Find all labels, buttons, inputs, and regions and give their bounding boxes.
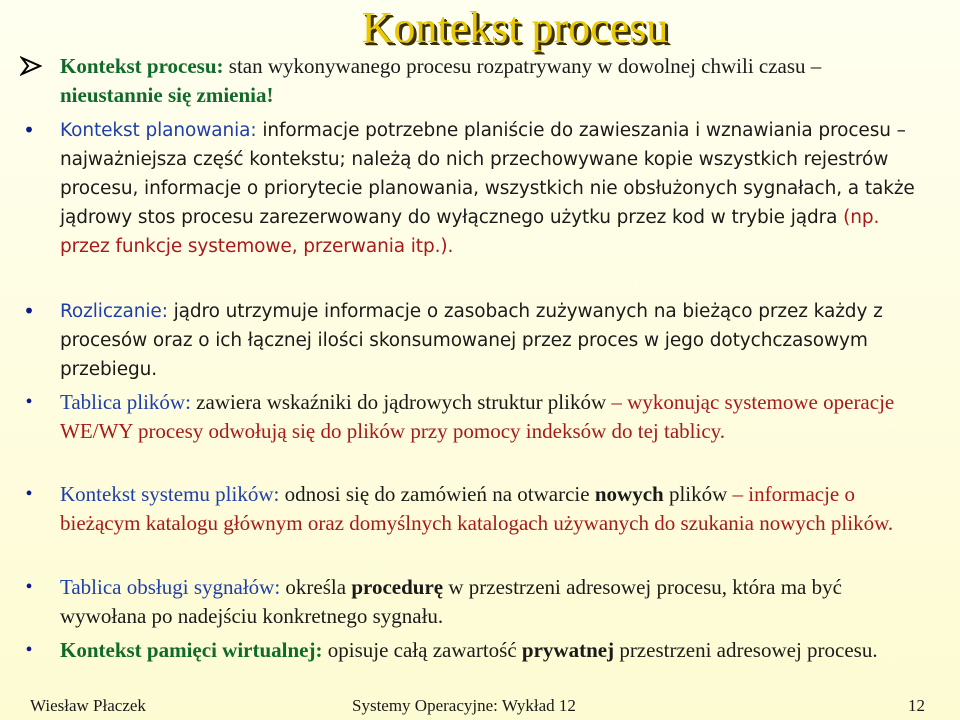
item-6-seg-2: prywatnej [521,638,615,662]
slide-title-text: Kontekst procesu [361,3,669,52]
bullet-item-scheduling [23,116,920,261]
item-4-seg-1: odnosi się do zamówień na otwarcie [279,482,595,506]
item-1-seg-2: (np. przez funkcje systemowe, przerwania itp.). [60,207,880,257]
bullet-dot-icon: • [25,639,33,661]
item-3-seg-0: Tablica plików: [60,390,191,414]
item-6-seg-1: opisuje całą zawartość [322,638,522,662]
item-1-seg-1: informacje potrzebne planiście do zawieszania i wznawiania procesu – najważniejsza część kontekstu; należą do nich przechowywane kopie wszystkich rejestrów procesu, informacje o priorytecie planowania, wszystkich nie obsłużonych sygnałach, a także jądrowy stos procesu zarezerwowany do wyłącznego użytku przez kod w trybie jądra [60,120,915,228]
item-4-seg-2: nowych [594,482,664,506]
item-2-seg-1: jądro utrzymuje informacje o zasobach zużywanych na bieżąco przez każdy z procesów oraz o ich łącznej ilości skonsumowanej przez proces w jego dotychczasowym przebiegu. [60,301,883,380]
item-0-seg-2: nieustannie się zmienia! [60,83,274,107]
item-6-seg-0: Kontekst pamięci wirtualnej: [60,638,323,662]
footer-course: Systemy Operacyjne: Wykład 12 [352,696,576,715]
item-4-seg-3: plików [663,482,733,506]
item-4-seg-0: Kontekst systemu plików: [60,482,280,506]
item-2-seg-0: Rozliczanie: [60,301,168,322]
bullet-item-vm-context [25,636,920,665]
item-6-seg-3: przestrzeni adresowej procesu. [614,638,878,662]
item-3-seg-1: zawiera wskaźniki do jądrowych struktur plików [190,390,612,414]
bullet-item-context [60,52,920,110]
footer-author: Wiesław Płaczek [30,696,146,715]
bullet-dot-icon: • [25,483,33,505]
item-5-seg-2: procedurę [351,575,444,599]
bullet-item-accounting [23,297,920,384]
slide-title [0,2,960,54]
item-5-seg-1: określa [280,575,352,599]
item-0-seg-0: Kontekst procesu: [60,54,224,78]
bullet-dot-icon: • [25,391,33,413]
item-3-seg-2: – wykonując systemowe operacje WE/WY procesy odwołują się do plików przy pomocy indeksów do tej tablicy. [60,390,895,443]
bullet-dot-icon: • [25,576,33,598]
item-1-seg-0: Kontekst planowania: [60,120,257,141]
arrow-bullet-icon [20,56,42,76]
item-5-seg-3: w przestrzeni adresowej procesu, która ma być wywołana po nadejściu konkretnego sygnału. [60,575,842,628]
item-0-seg-1: stan wykonywanego procesu rozpatrywany w dowolnej chwili czasu – [223,54,822,78]
footer-page-number: 12 [908,696,925,715]
bullet-item-file-table [25,388,920,446]
bullet-item-fs-context [25,480,920,538]
bullet-dot-icon: • [23,299,35,323]
bullet-item-signal-table [25,573,920,631]
item-4-seg-4: – informacje o bieżącym katalogu głównym oraz domyślnych katalogach używanych do szukania nowych plików. [60,482,894,535]
item-5-seg-0: Tablica obsługi sygnałów: [60,575,281,599]
bullet-dot-icon: • [23,118,35,142]
